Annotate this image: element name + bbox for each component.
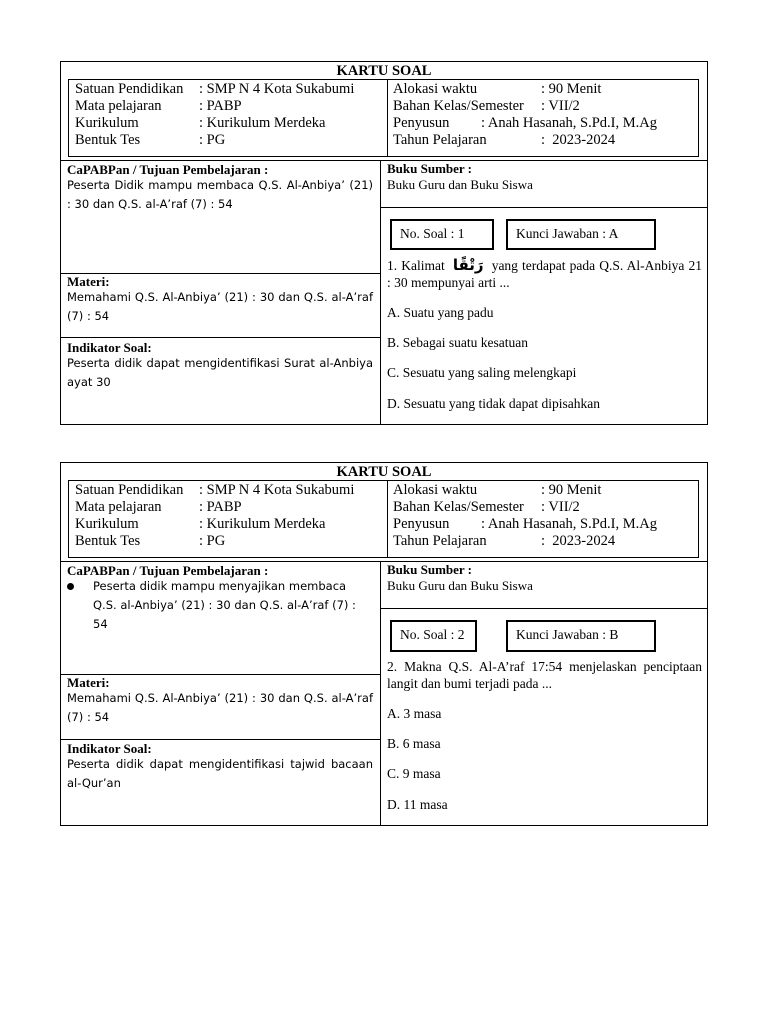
capaian-label: CaPABPan / Tujuan Pembelajaran : <box>67 162 269 177</box>
option-d: D. 11 masa <box>387 797 448 812</box>
kunci-jawaban-box: Kunci Jawaban : A <box>506 219 656 250</box>
materi-text: Memahami Q.S. Al-Anbiya’ (21) : 30 dan Q.S. al-A’raf (7) : 54 <box>67 691 373 724</box>
question-column <box>381 62 708 422</box>
option-b: B. Sebagai suatu kesatuan <box>387 335 528 350</box>
materi-label: Materi: <box>67 675 110 690</box>
option-c: C. Sesuatu yang saling melengkapi <box>387 365 577 380</box>
header-row-bentuk-tes: Bentuk Tes : PG <box>75 533 226 549</box>
indikator-text: Peserta didik dapat mengidentifikasi Surat al-Anbiya ayat 30 <box>67 356 373 389</box>
header-row-penyusun: Penyusun : Anah Hasanah, S.Pd.I, M.Ag <box>393 516 658 532</box>
header-row-satuan: Satuan Pendidikan : SMP N 4 Kota Sukabumi <box>75 482 355 498</box>
header-row-mapel: Mata pelajaran : PABP <box>75 98 242 114</box>
sumber-text: Buku Guru dan Buku Siswa <box>387 578 533 593</box>
card-title: KARTU SOAL <box>336 63 432 79</box>
divider <box>61 337 381 338</box>
question-card-2 <box>60 462 708 826</box>
capaian-text: Peserta didik mampu menyajikan membaca Q.S. al-Anbiya’ (21) : 30 dan Q.S. al-A’raf (7) : 54 <box>93 579 356 631</box>
option-a: A. 3 masa <box>387 706 442 721</box>
question-column <box>381 463 708 823</box>
header-row-tahun: Tahun Pelajaran : 2023-2024 <box>393 533 616 549</box>
materi-label: Materi: <box>67 274 110 289</box>
sumber-label: Buku Sumber : <box>387 161 473 176</box>
header-row-bentuk-tes: Bentuk Tes : PG <box>75 132 226 148</box>
capaian-text: Peserta Didik mampu membaca Q.S. Al-Anbiya’ (21) : 30 dan Q.S. al-A’raf (7) : 54 <box>67 178 373 211</box>
no-soal-box: No. Soal : 2 <box>390 620 477 652</box>
divider <box>381 207 708 208</box>
option-d: D. Sesuatu yang tidak dapat dipisahkan <box>387 396 600 411</box>
question-text: 1. Kalimat رَتْقًا yang terdapat pada Q.S. Al-Anbiya 21 : 30 mempunyai arti ... <box>387 256 702 290</box>
no-soal-box: No. Soal : 1 <box>390 219 494 250</box>
header-row-satuan: Satuan Pendidikan : SMP N 4 Kota Sukabumi <box>75 81 355 97</box>
bullet-icon <box>67 583 74 590</box>
option-a: A. Suatu yang padu <box>387 305 494 320</box>
kunci-jawaban-box: Kunci Jawaban : B <box>506 620 656 652</box>
question-card-1 <box>60 61 708 425</box>
header-row-kelas: Bahan Kelas/Semester : VII/2 <box>393 98 580 114</box>
header-row-tahun: Tahun Pelajaran : 2023-2024 <box>393 132 616 148</box>
option-c: C. 9 masa <box>387 766 441 781</box>
header-row-kelas: Bahan Kelas/Semester : VII/2 <box>393 499 580 515</box>
arabic-word: رَتْقًا <box>452 256 484 274</box>
header-row-penyusun: Penyusun : Anah Hasanah, S.Pd.I, M.Ag <box>393 115 658 131</box>
header-row-alokasi: Alokasi waktu : 90 Menit <box>393 81 602 97</box>
header-row-mapel: Mata pelajaran : PABP <box>75 499 242 515</box>
divider <box>381 608 708 609</box>
header-row-alokasi: Alokasi waktu : 90 Menit <box>393 482 602 498</box>
materi-text: Memahami Q.S. Al-Anbiya’ (21) : 30 dan Q.S. al-A’raf (7) : 54 <box>67 290 373 323</box>
header-row-kurikulum: Kurikulum : Kurikulum Merdeka <box>75 516 326 532</box>
capaian-label: CaPABPan / Tujuan Pembelajaran : <box>67 563 269 578</box>
indikator-text: Peserta didik dapat mengidentifikasi tajwid bacaan al-Qur’an <box>67 757 373 790</box>
header-row-kurikulum: Kurikulum : Kurikulum Merdeka <box>75 115 326 131</box>
question-text: 2. Makna Q.S. Al-A’raf 17:54 menjelaskan penciptaan langit dan bumi terjadi pada ... <box>387 659 702 691</box>
indikator-label: Indikator Soal: <box>67 741 152 756</box>
sumber-text: Buku Guru dan Buku Siswa <box>387 177 533 192</box>
indikator-label: Indikator Soal: <box>67 340 152 355</box>
sumber-label: Buku Sumber : <box>387 562 473 577</box>
option-b: B. 6 masa <box>387 736 441 751</box>
divider <box>61 739 381 740</box>
card-title: KARTU SOAL <box>336 464 432 480</box>
